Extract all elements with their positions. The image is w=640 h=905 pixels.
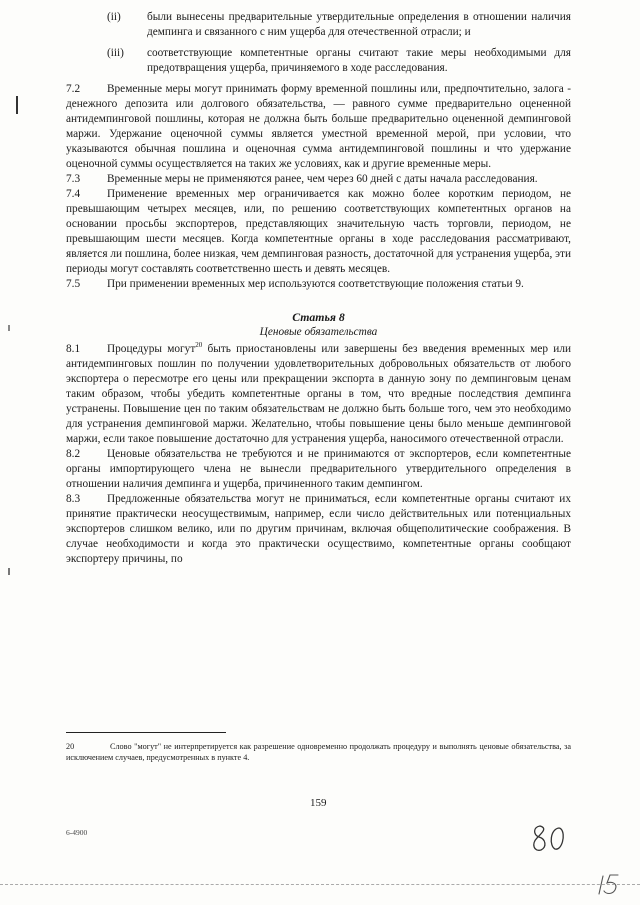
paragraph-text: Временные меры не применяются ранее, чем через 60 дней с даты начала расследования. [107, 173, 538, 185]
paragraph-number: 8.3 [66, 493, 81, 505]
handwritten-15-icon [596, 872, 632, 898]
paragraph-7-5 [66, 277, 571, 292]
paragraph-text: При применении временных мер используются соответствующие положения статьи 9. [107, 278, 524, 290]
paragraph-7-4 [66, 187, 571, 277]
subitem-text: были вынесены предварительные утвердительные определения в отношении наличия демпинга и связанного с ним ущерба для отечественной отрасли; и [147, 11, 571, 38]
paragraph-number: 7.3 [66, 173, 81, 185]
subitem [66, 10, 571, 40]
footnote-number: 20 [66, 742, 75, 751]
scan-edge [0, 884, 640, 885]
paragraph-text: Ценовые обязательства не требуются и не принимаются от экспортеров, если компетентные органы импортирующего члена не вынесли предварительного утвердительного определения в отношении наличия демпинга и ущерба, причиненного таким демпингом. [66, 448, 571, 490]
paragraph-number: 7.2 [66, 83, 81, 95]
paragraph-8-2 [66, 447, 571, 492]
job-code: 6-4900 [66, 828, 88, 837]
paragraph-7-3 [66, 172, 571, 187]
footnote-divider [66, 732, 226, 733]
footnote-text: Слово "могут" не интерпретируется как разрешение одновременно продолжать процедуру и выполнять ценовые обязательства, за исключением случаев, предусмотренных в пункте 4. [66, 742, 571, 762]
margin-mark [8, 325, 10, 331]
paragraph-8-1 [66, 342, 571, 447]
handwritten-page-number [528, 820, 572, 865]
paragraph-text: быть приостановлены или завершены без введения временных мер или антидемпинговых пошлин по получении удовлетворительных добровольных обязательств от любого экспортера о пересмотре его цены или прекращении экспорта в данную зону по демпинговым ценам таким образом, чтобы убедить компетентные органы в том, что вредные последствия демпинга устранены. Повышение цен по таким обязательствам не должно быть больше того, чем это необходимо для устранения демпинговой маржи. Желательно, чтобы повышение цены было меньше демпинговой маржи, если такое повышение достаточно для устранения ущерба, наносимого отечественной отрасли. [66, 343, 572, 445]
paragraph-number: 8.2 [66, 448, 81, 460]
paragraph-number: 7.5 [66, 278, 81, 290]
paragraph-7-2 [66, 82, 571, 172]
margin-mark [8, 568, 10, 575]
document-body [66, 10, 571, 567]
paragraph-text: Процедуры могут [107, 343, 196, 355]
article-title: Статья 8 [292, 310, 345, 324]
subitem [66, 46, 571, 76]
handwritten-mark [596, 872, 632, 903]
handwritten-80-icon [528, 820, 572, 860]
paragraph-number: 8.1 [66, 343, 81, 355]
subitem-text: соответствующие компетентные органы считают такие меры необходимыми для предотвращения ущерба, причиняемого в ходе расследования. [147, 47, 571, 74]
subitem-number: (iii) [107, 47, 124, 59]
page-number: 159 [310, 797, 327, 809]
margin-mark [16, 96, 18, 114]
paragraph-text: Применение временных мер ограничивается как можно более коротким периодом, не превышающим четырех месяцев, или, по решению соответствующих компетентных органов на основании просьбы экспортеров, представляющих значительную часть торговли, периодом, не превышающим шести месяцев. Когда компетентные органы в ходе расследования рассматривают, является ли пошлина, более низкая, чем демпинговая разность, достаточной для устранения ущерба, эти периоды могут составлять соответственно шесть и девять месяцев. [66, 188, 571, 275]
footnote-ref: 20 [195, 341, 203, 350]
article-subtitle: Ценовые обязательства [259, 326, 378, 338]
paragraph-text: Предложенные обязательства могут не приниматься, если компетентные органы считают их принятие практически неосуществимым, например, если число действительных или потенциальных экспортеров слишком велико, или по другим причинам, включая общеполитические соображения. В случае необходимости и когда это практически осуществимо, компетентные органы сообщают экспортеру причины, по [66, 493, 571, 565]
paragraph-text: Временные меры могут принимать форму временной пошлины или, предпочтительно, залога - денежного депозита или долгового обязательства, — равного сумме предварительно оцененной антидемпинговой пошлины, которая не должна быть больше предварительно оцененной демпинговой маржи. Удержание оценочной суммы является уместной временной мерой, при условии, что указываются обычная пошлина и оценочная сумма антидемпинговой пошлины и что удержание оценочной суммы осуществляется на таких же условиях, как и другие временные меры. [66, 83, 571, 170]
footnote [66, 741, 571, 763]
subitem-number: (ii) [107, 11, 121, 23]
paragraph-8-3 [66, 492, 571, 567]
paragraph-number: 7.4 [66, 188, 81, 200]
